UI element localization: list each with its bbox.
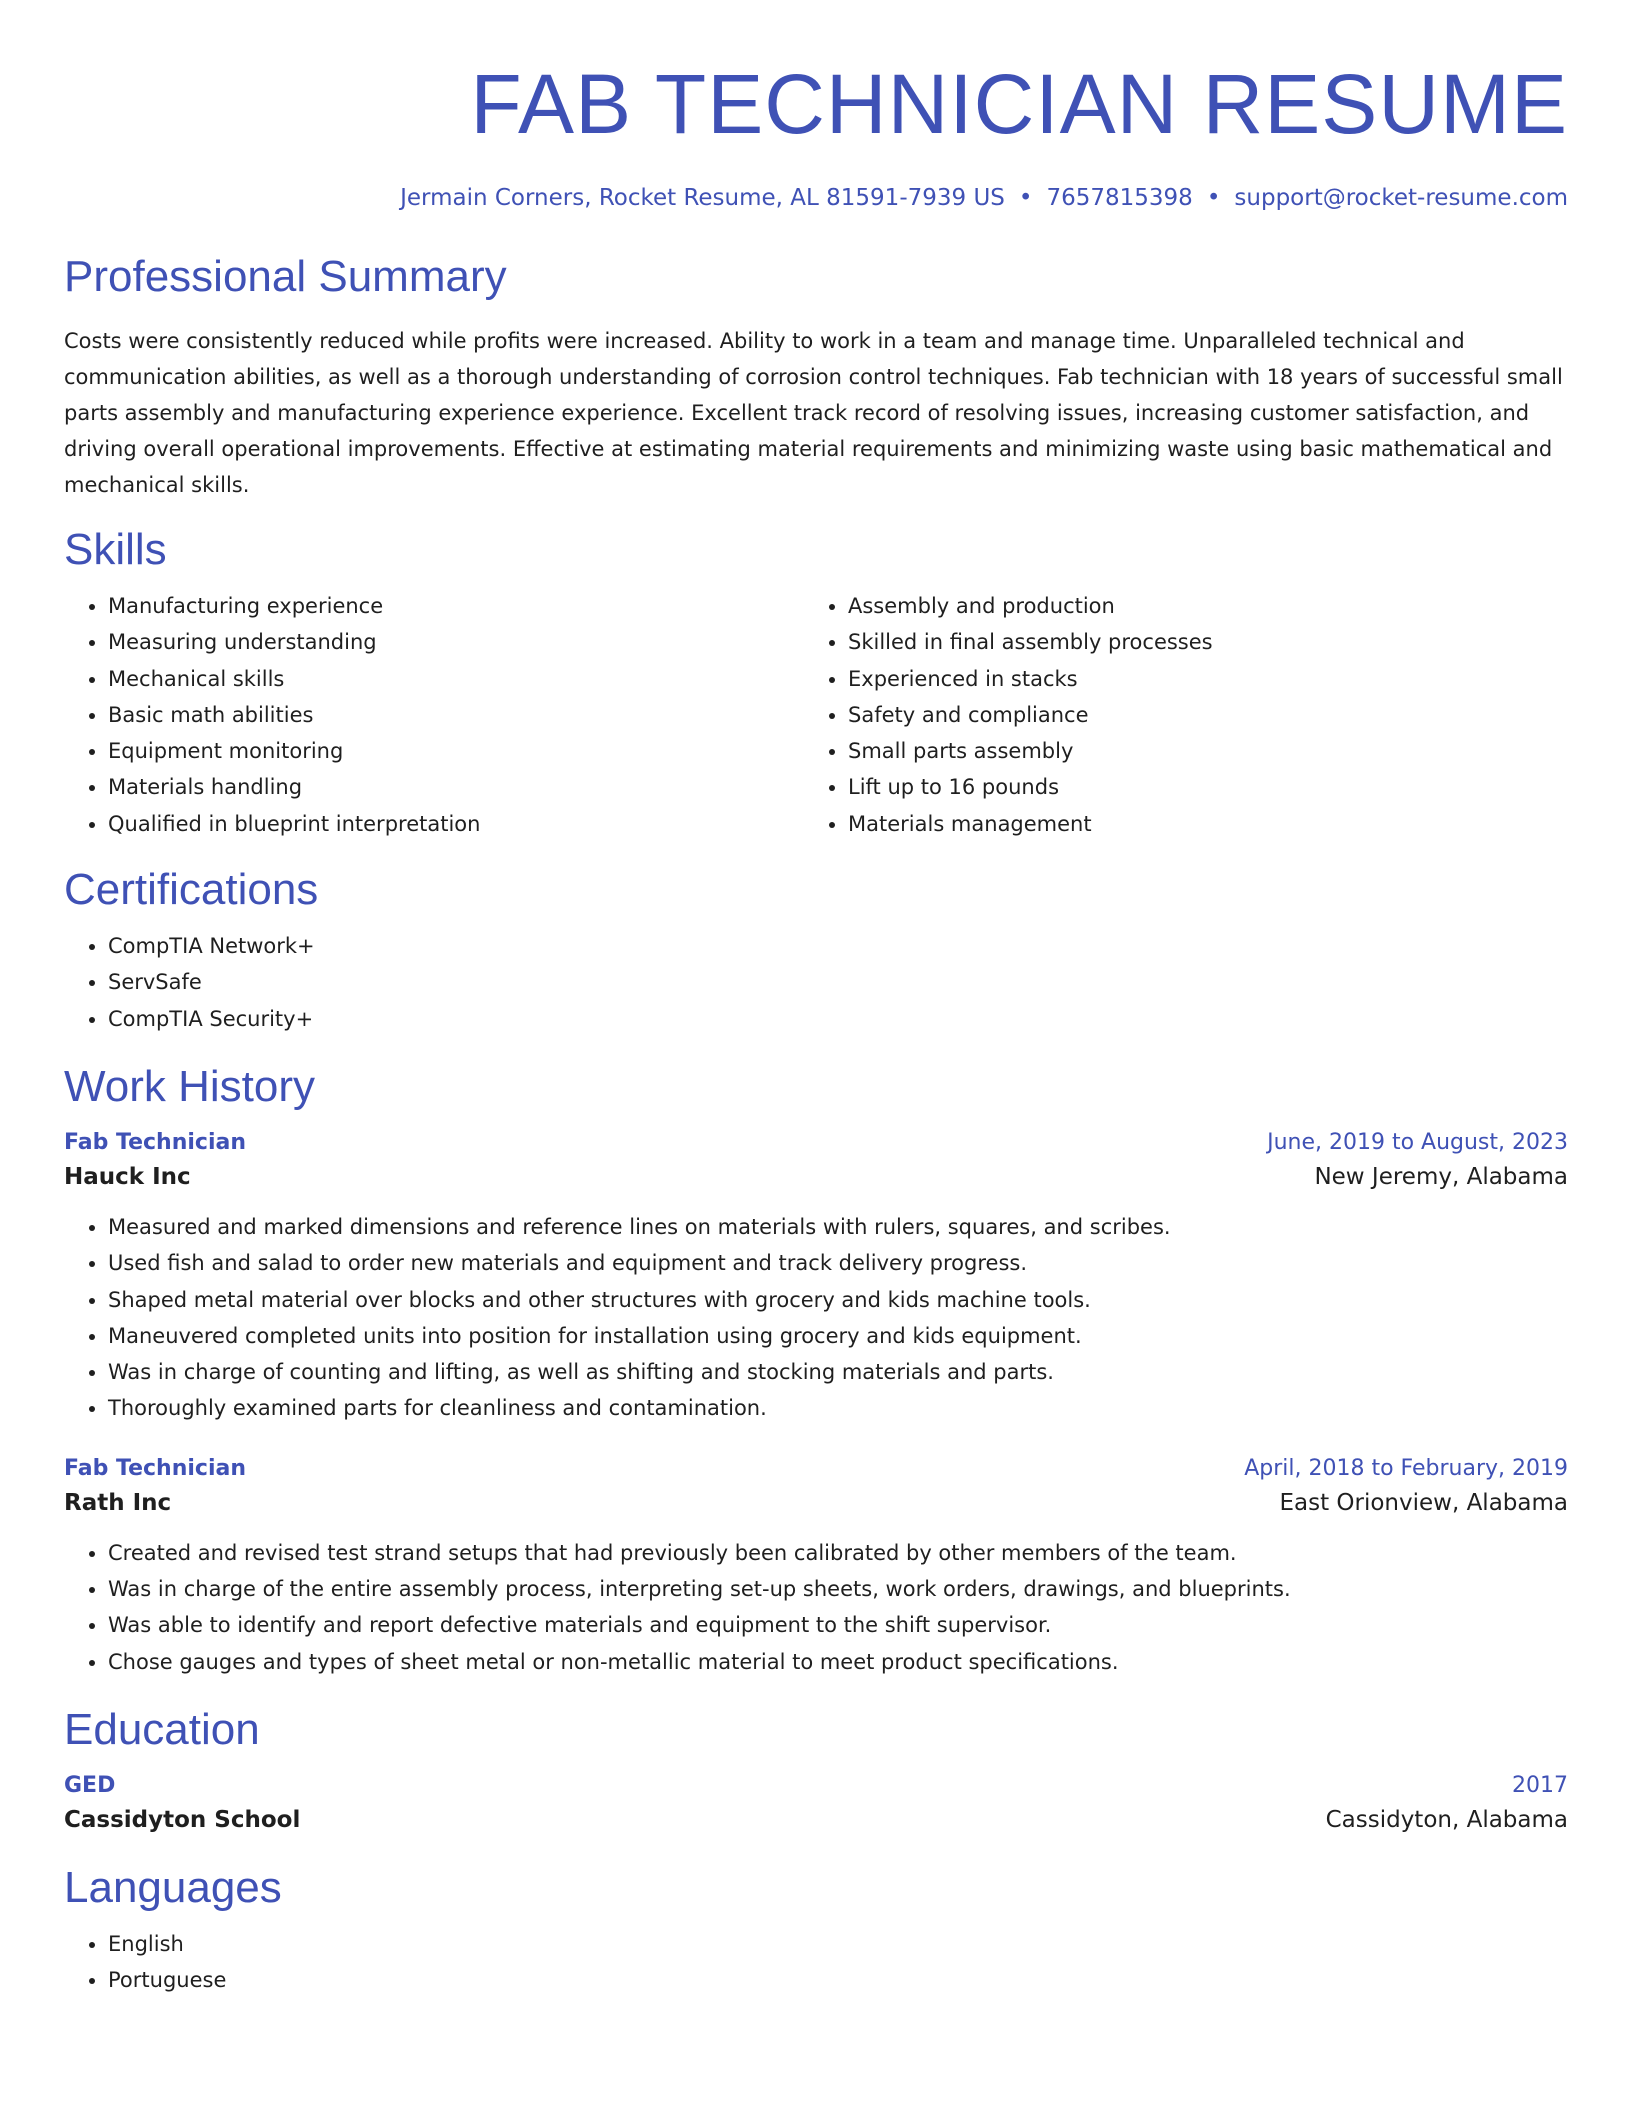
certification-item: • ServSafe — [108, 964, 1568, 1000]
certifications-list — [64, 928, 1568, 1037]
job-title: Fab Technician — [64, 1129, 246, 1155]
section-title-work-history: Work History — [64, 1061, 315, 1111]
languages-list — [64, 1926, 1568, 1999]
contact-phone: 7657815398 — [1046, 185, 1193, 211]
job-dates: April, 2018 to February, 2019 — [1244, 1455, 1568, 1481]
education-location: Cassidyton, Alabama — [1325, 1806, 1568, 1833]
job-duty-item: • Chose gauges and types of sheet metal or non-metallic material to meet product specifications. — [108, 1644, 1568, 1680]
language-item: • Portuguese — [108, 1962, 1568, 1998]
contact-line — [64, 182, 1568, 214]
job-subheader — [64, 1485, 1568, 1521]
skill-item: • Safety and compliance — [848, 697, 1564, 733]
skills-grid — [64, 588, 1568, 842]
contact-separator: • — [1018, 185, 1033, 211]
job-entry — [64, 1453, 1568, 1680]
job-header — [64, 1453, 1568, 1485]
summary-text: Costs were consistently reduced while profits were increased. Ability to work in a team and manage time. Unparalleled technical and communication abilities, as well as a thorough understanding of corrosion control techniques. Fab technician with 18 years of successful small parts assembly and manufacturing experience experience. Excellent track record of resolving issues, increasing customer satisfaction, and driving overall operational improvements. Effective at estimating material requirements and minimizing waste using basic mathematical and mechanical skills. — [64, 329, 1563, 497]
job-entry — [64, 1127, 1568, 1427]
job-header — [64, 1127, 1568, 1159]
certification-item: • CompTIA Network+ — [108, 928, 1568, 964]
section-title-languages: Languages — [64, 1862, 282, 1912]
education-school: Cassidyton School — [64, 1806, 301, 1833]
job-duty-item: • Thoroughly examined parts for cleanliness and contamination. — [108, 1390, 1568, 1426]
skills-section — [64, 524, 1568, 842]
job-duty-item: • Measured and marked dimensions and reference lines on materials with rulers, squares, and scribes. — [108, 1209, 1568, 1245]
job-duty-item: • Shaped metal material over blocks and other structures with grocery and kids machine tools. — [108, 1282, 1568, 1318]
certifications-section — [64, 864, 1568, 1037]
job-duties-list — [64, 1209, 1568, 1427]
language-item: • English — [108, 1926, 1568, 1962]
professional-summary-section — [64, 251, 1568, 503]
job-duty-item: • Was in charge of counting and lifting, as well as shifting and stocking materials and parts. — [108, 1354, 1568, 1390]
skill-item: • Equipment monitoring — [108, 733, 804, 769]
skill-item: • Skilled in final assembly processes — [848, 624, 1564, 660]
contact-email[interactable]: support@rocket-resume.com — [1234, 185, 1568, 211]
section-title-education: Education — [64, 1704, 260, 1754]
section-title-skills: Skills — [64, 525, 167, 574]
education-year: 2017 — [1512, 1772, 1568, 1798]
job-company: Rath Inc — [64, 1489, 172, 1516]
skill-item: • Measuring understanding — [108, 624, 804, 660]
skill-item: • Experienced in stacks — [848, 661, 1564, 697]
job-duties-list — [64, 1535, 1568, 1680]
job-location: East Orionview, Alabama — [1279, 1489, 1568, 1516]
resume-header — [64, 56, 1568, 214]
skills-column-right — [804, 588, 1564, 842]
education-subheader — [64, 1802, 1568, 1838]
education-section — [64, 1704, 1568, 1838]
education-header — [64, 1770, 1568, 1802]
work-history-section — [64, 1061, 1568, 1680]
skill-item: • Lift up to 16 pounds — [848, 769, 1564, 805]
contact-address: Jermain Corners, Rocket Resume, AL 81591-7939 US — [400, 185, 1005, 211]
job-title: Fab Technician — [64, 1455, 246, 1481]
job-dates: June, 2019 to August, 2023 — [1267, 1129, 1568, 1155]
skill-item: • Manufacturing experience — [108, 588, 804, 624]
job-duty-item: • Was able to identify and report defective materials and equipment to the shift supervisor. — [108, 1607, 1568, 1643]
job-location: New Jeremy, Alabama — [1314, 1163, 1568, 1190]
skill-item: • Materials management — [848, 806, 1564, 842]
contact-separator: • — [1206, 185, 1221, 211]
languages-section — [64, 1862, 1568, 1999]
job-subheader — [64, 1159, 1568, 1195]
skill-item: • Small parts assembly — [848, 733, 1564, 769]
section-title-certifications: Certifications — [64, 865, 319, 915]
job-duty-item: • Created and revised test strand setups that had previously been calibrated by other members of the team. — [108, 1535, 1568, 1571]
skills-column-left — [64, 588, 804, 842]
skill-item: • Mechanical skills — [108, 661, 804, 697]
education-degree: GED — [64, 1772, 116, 1798]
job-duty-item: • Was in charge of the entire assembly process, interpreting set-up sheets, work orders, drawings, and blueprints. — [108, 1571, 1568, 1607]
education-entry — [64, 1770, 1568, 1838]
job-duty-item: • Maneuvered completed units into position for installation using grocery and kids equipment. — [108, 1318, 1568, 1354]
section-title-summary: Professional Summary — [64, 252, 507, 301]
skill-item: • Materials handling — [108, 769, 804, 805]
skill-item: • Assembly and production — [848, 588, 1564, 624]
job-company: Hauck Inc — [64, 1163, 191, 1190]
certification-item: • CompTIA Security+ — [108, 1001, 1568, 1037]
job-duty-item: • Used fish and salad to order new materials and equipment and track delivery progress. — [108, 1245, 1568, 1281]
resume-title: FAB TECHNICIAN RESUME — [470, 57, 1568, 151]
skill-item: • Qualified in blueprint interpretation — [108, 806, 804, 842]
skill-item: • Basic math abilities — [108, 697, 804, 733]
